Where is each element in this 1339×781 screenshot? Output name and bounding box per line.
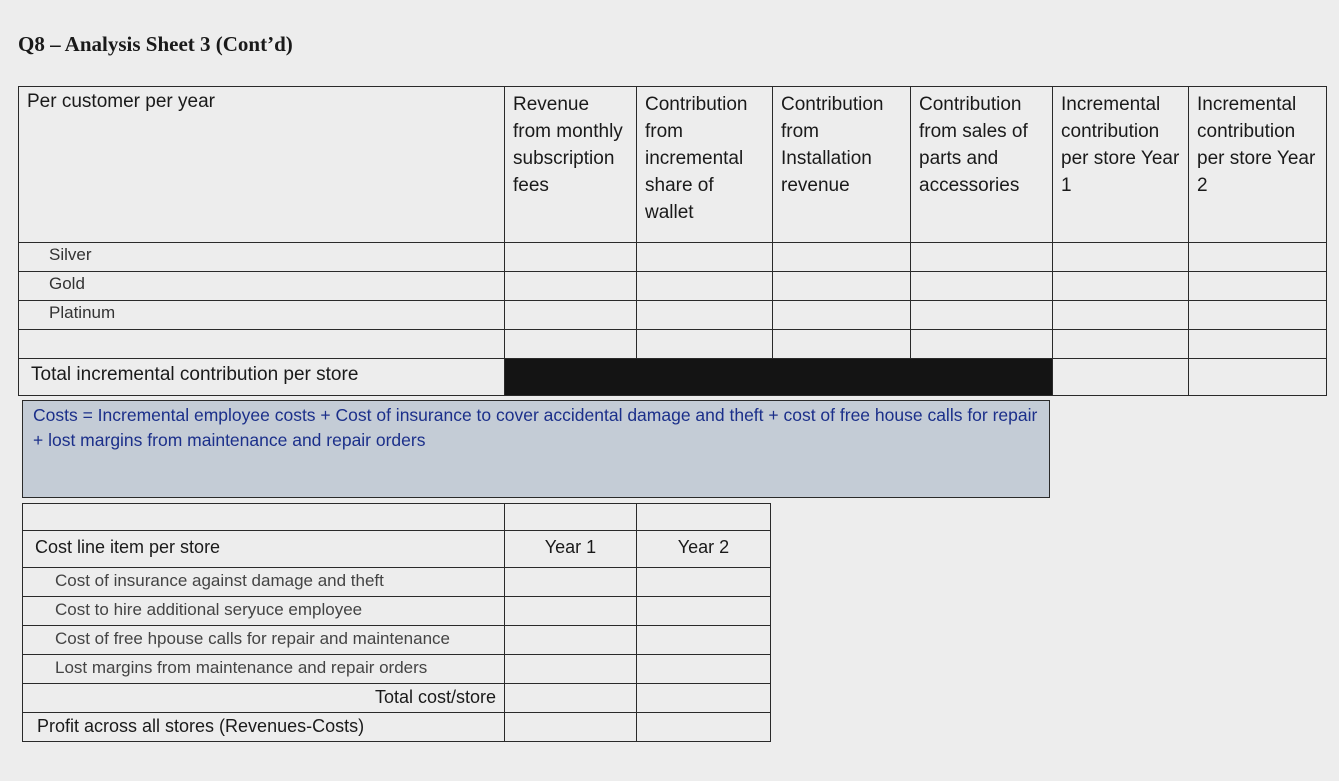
table-cell[interactable]: [505, 301, 637, 330]
table-cell[interactable]: [505, 243, 637, 272]
table-cell: [505, 504, 637, 531]
cost-item-house-calls: Cost of free hpouse calls for repair and maintenance: [23, 626, 505, 655]
table-cell[interactable]: [505, 684, 637, 713]
table-cell[interactable]: [637, 301, 773, 330]
table-cell: [19, 330, 505, 359]
total-cost-label: Total cost/store: [23, 684, 505, 713]
total-year2-cell[interactable]: [1189, 359, 1327, 396]
table-cell[interactable]: [773, 243, 911, 272]
blacked-out-cells: [505, 359, 1053, 396]
table-row: [23, 597, 771, 626]
table-row: [23, 655, 771, 684]
table-row: [19, 272, 1327, 301]
cost-item-lost-margins: Lost margins from maintenance and repair orders: [23, 655, 505, 684]
table-cell[interactable]: [505, 568, 637, 597]
corner-label: Per customer per year: [19, 87, 505, 243]
column-header-year2: Incremental contribution per store Year 2: [1189, 87, 1327, 243]
table-cell[interactable]: [1189, 243, 1327, 272]
costs-note: Costs = Incremental employee costs + Cost of insurance to cover accidental damage and theft + cost of free house calls for repair + lost margins from maintenance and repair orders: [22, 400, 1050, 498]
profit-row: [23, 713, 771, 742]
table-cell[interactable]: [637, 243, 773, 272]
table-cell[interactable]: [911, 301, 1053, 330]
table-cell[interactable]: [1189, 272, 1327, 301]
table-cell[interactable]: [637, 626, 771, 655]
table-cell[interactable]: [773, 272, 911, 301]
table-row: [19, 301, 1327, 330]
table-cell[interactable]: [911, 243, 1053, 272]
table-header-row: [19, 87, 1327, 243]
table-cell: [637, 504, 771, 531]
table-cell[interactable]: [773, 330, 911, 359]
table-row-blank: [23, 504, 771, 531]
table-cell[interactable]: [1053, 330, 1189, 359]
table-cell[interactable]: [637, 684, 771, 713]
table-cell[interactable]: [1189, 301, 1327, 330]
total-year1-cell[interactable]: [1053, 359, 1189, 396]
table-cell[interactable]: [773, 301, 911, 330]
table-cell[interactable]: [1189, 330, 1327, 359]
cost-line-header: Cost line item per store: [23, 531, 505, 568]
column-header-installation: Contribution from Installation revenue: [773, 87, 911, 243]
column-header-year1: Year 1: [505, 531, 637, 568]
profit-label: Profit across all stores (Revenues-Costs): [23, 713, 505, 742]
column-header-revenue: Revenue from monthly subscription fees: [505, 87, 637, 243]
cost-item-employee: Cost to hire additional seryuce employee: [23, 597, 505, 626]
table-row: [23, 568, 771, 597]
table-cell[interactable]: [505, 713, 637, 742]
table-row: [19, 243, 1327, 272]
table-cell[interactable]: [505, 330, 637, 359]
table-cell[interactable]: [911, 272, 1053, 301]
table-cell[interactable]: [637, 568, 771, 597]
cost-table: [22, 503, 771, 742]
table-cell[interactable]: [911, 330, 1053, 359]
row-label-silver: Silver: [19, 243, 505, 272]
cost-item-insurance: Cost of insurance against damage and theft: [23, 568, 505, 597]
table-cell: [23, 504, 505, 531]
total-cost-row: [23, 684, 771, 713]
page-title: Q8 – Analysis Sheet 3 (Cont’d): [18, 32, 293, 56]
table-header-row: [23, 531, 771, 568]
total-row: [19, 359, 1327, 396]
row-label-platinum: Platinum: [19, 301, 505, 330]
column-header-parts: Contribution from sales of parts and accessories: [911, 87, 1053, 243]
total-contribution-label: Total incremental contribution per store: [19, 359, 505, 396]
table-cell[interactable]: [505, 597, 637, 626]
table-cell[interactable]: [637, 655, 771, 684]
table-cell[interactable]: [1053, 243, 1189, 272]
table-cell[interactable]: [1053, 301, 1189, 330]
table-row: [23, 626, 771, 655]
table-cell[interactable]: [505, 655, 637, 684]
table-row-blank: [19, 330, 1327, 359]
table-cell[interactable]: [1053, 272, 1189, 301]
column-header-year1: Incremental contribution per store Year 1: [1053, 87, 1189, 243]
table-cell[interactable]: [637, 272, 773, 301]
column-header-year2: Year 2: [637, 531, 771, 568]
row-label-gold: Gold: [19, 272, 505, 301]
table-cell[interactable]: [505, 272, 637, 301]
table-cell[interactable]: [637, 597, 771, 626]
column-header-wallet: Contribution from incremental share of wallet: [637, 87, 773, 243]
contribution-table: [18, 86, 1327, 396]
table-cell[interactable]: [637, 713, 771, 742]
table-cell[interactable]: [505, 626, 637, 655]
table-cell[interactable]: [637, 330, 773, 359]
